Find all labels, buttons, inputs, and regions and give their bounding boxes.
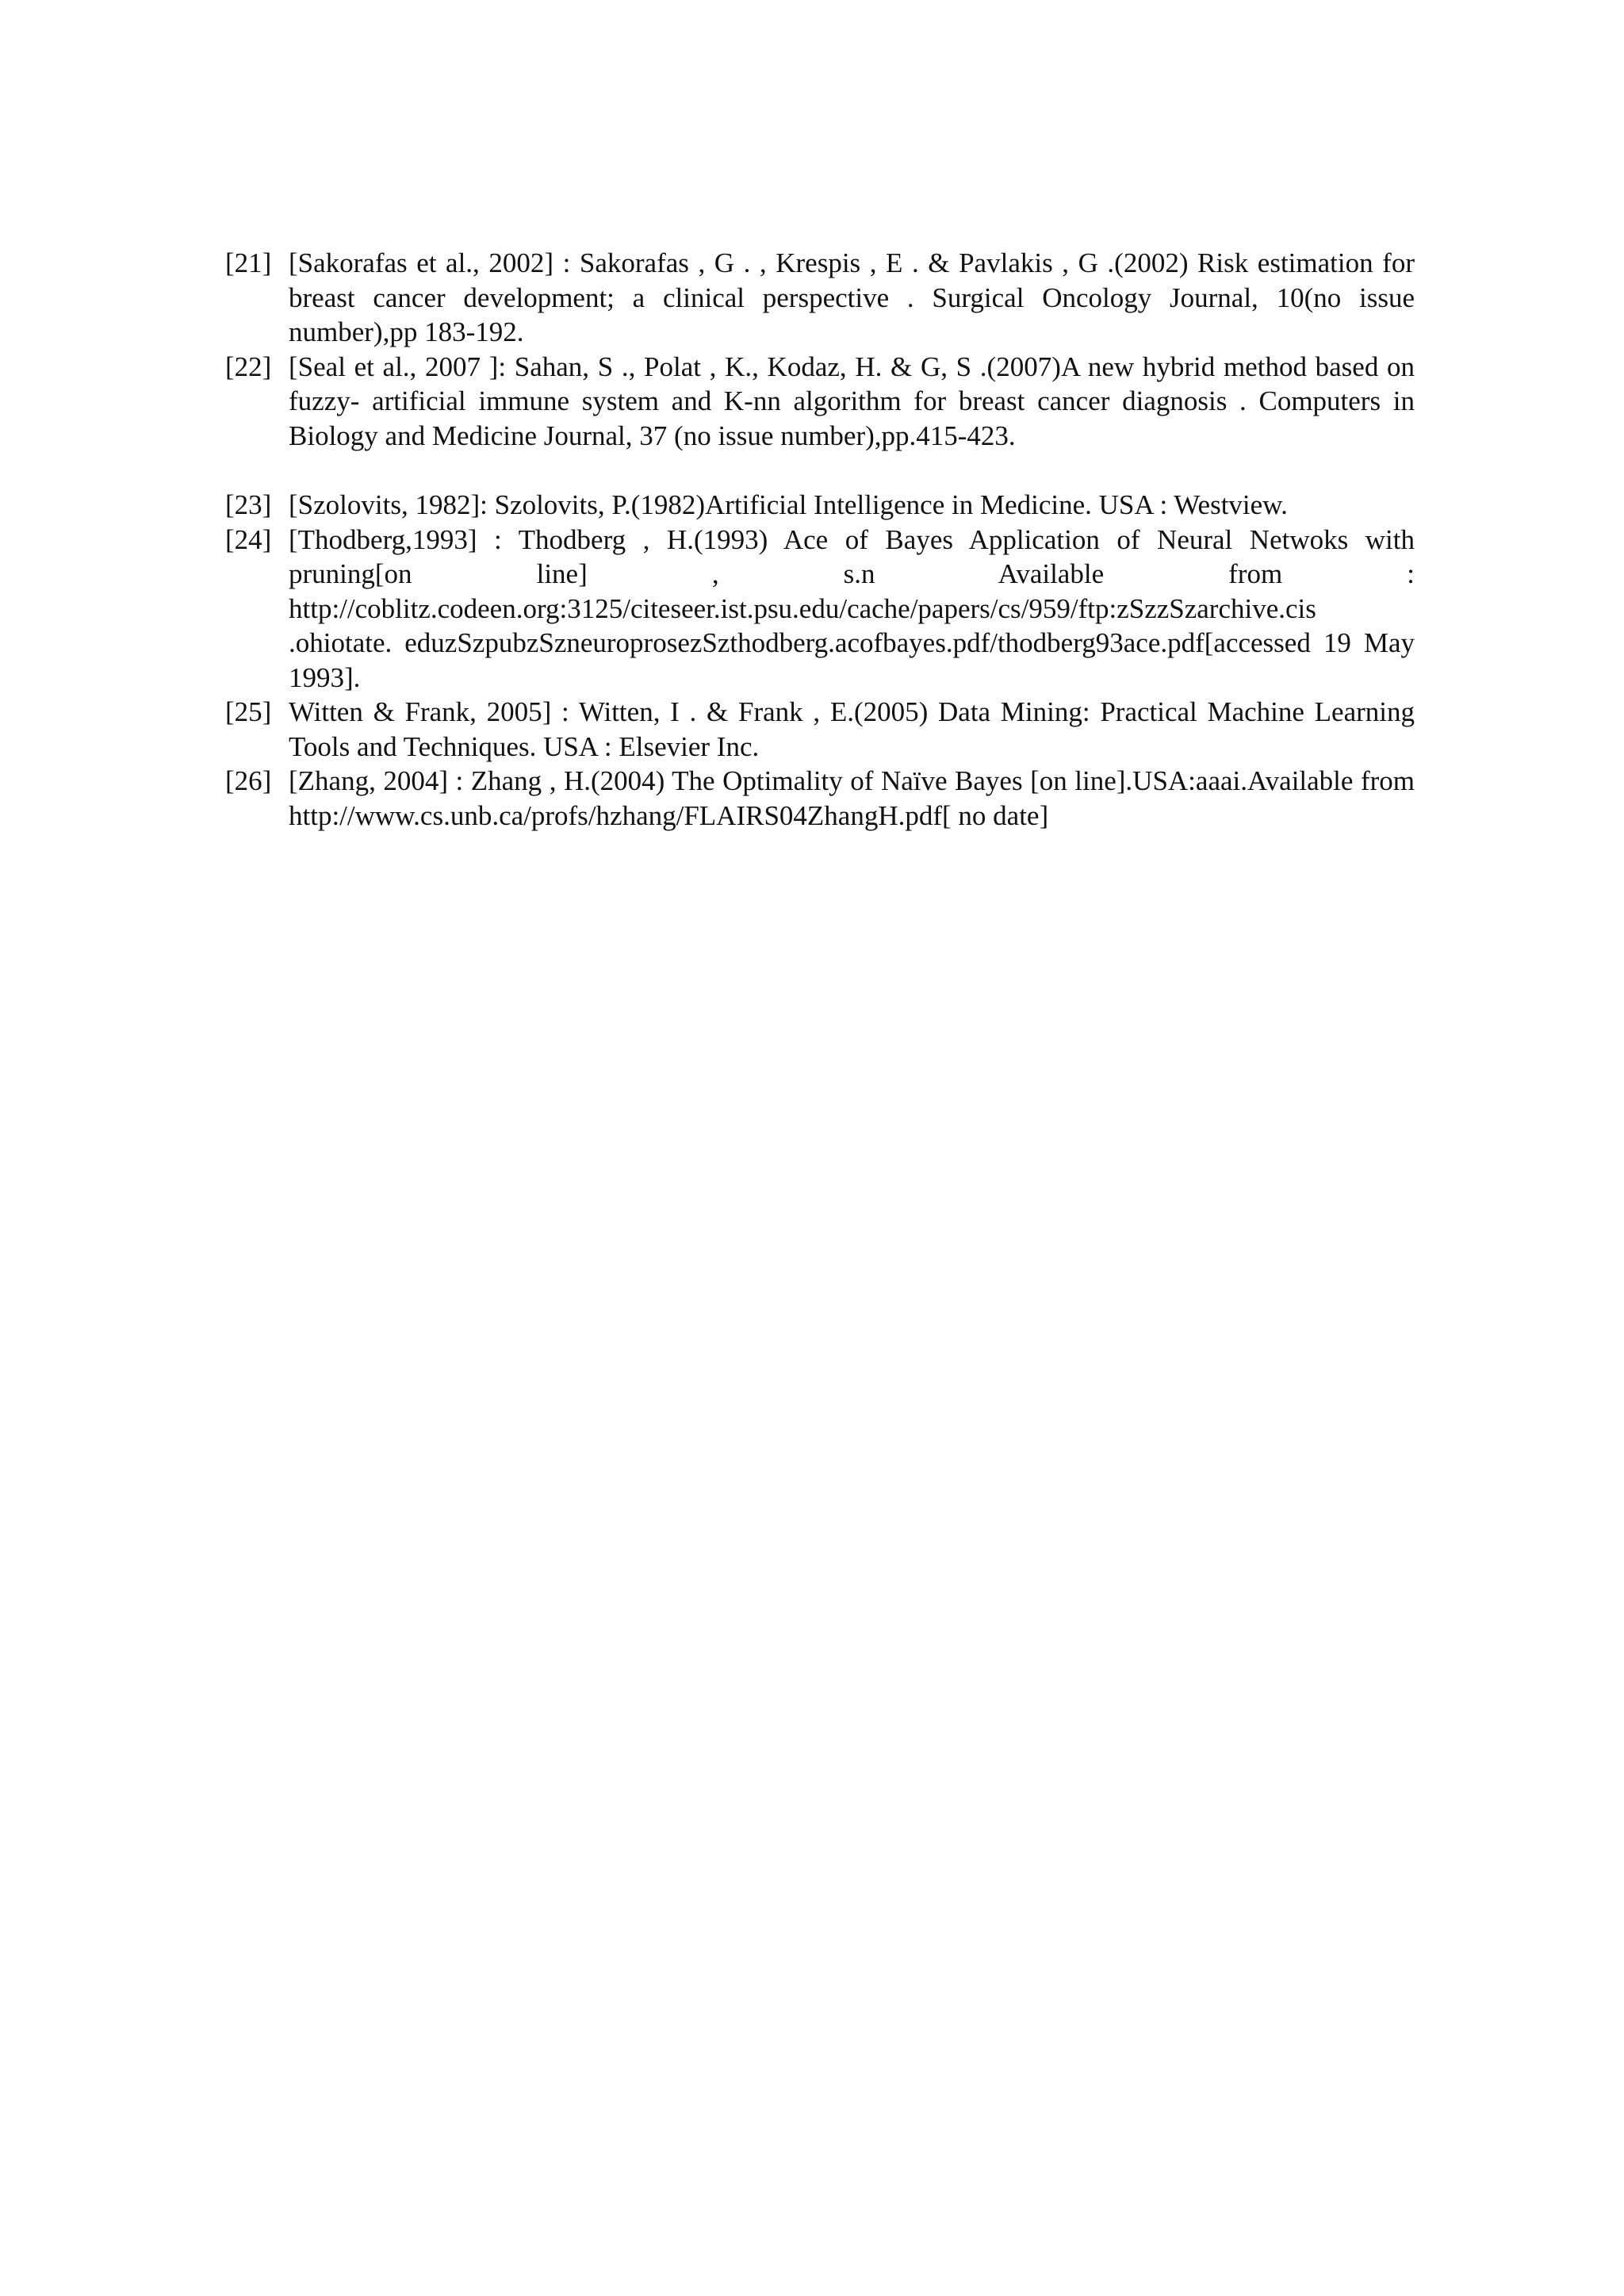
reference-list [225,246,1415,833]
reference-number: [21] [225,247,272,278]
reference-text: [Szolovits, 1982]: Szolovits, P.(1982)Artificial Intelligence in Medicine. USA : Westview. [289,489,1288,520]
reference-text: [Sakorafas et al., 2002] : Sakorafas , G . , Krespis , E . & Pavlakis , G .(2002) Risk estimation for breast cancer development; a clinical perspective . Surgical Oncology Journal, 10(no issue number),pp 183-192. [289,247,1415,347]
reference-item-22 [225,350,1415,454]
reference-text: [Seal et al., 2007 ]: Sahan, S ., Polat , K., Kodaz, H. & G, S .(2007)A new hybrid method based on fuzzy- artificial immune system and K-nn algorithm for breast cancer diagnosis . Computers in Biology and Medicine Journal, 37 (no issue number),pp.415-423. [289,351,1415,451]
reference-item-24 [225,523,1415,696]
reference-number: [25] [225,696,272,727]
reference-item-21 [225,246,1415,350]
reference-number: [22] [225,351,272,382]
reference-text: [Zhang, 2004] : Zhang , H.(2004) The Optimality of Naïve Bayes [on line].USA:aaai.Available from http://www.cs.unb.ca/profs/hzhang/FLAIRS04ZhangH.pdf[ no date] [289,765,1415,831]
reference-item-23 [225,488,1415,523]
reference-number: [23] [225,489,272,520]
reference-number: [24] [225,523,272,555]
reference-number: [26] [225,765,272,796]
reference-item-25 [225,695,1415,764]
reference-text: Witten & Frank, 2005] : Witten, I . & Frank , E.(2005) Data Mining: Practical Machine Learning Tools and Techniques. USA : Elsevier Inc. [289,696,1415,762]
reference-item-26 [225,764,1415,833]
reference-text: [Thodberg,1993] : Thodberg , H.(1993) Ace of Bayes Application of Neural Netwoks with pruning[on line] , s.n Available from : http://coblitz.codeen.org:3125/citeseer.ist.psu.edu/cache/papers/cs/959/ftp:zSzzSzarchive.cis .ohiotate. eduzSzpubzSzneuroprosezSzthodberg.acofbayes.pdf/thodberg93ace.pdf[accessed 19 May 1993]. [289,523,1415,693]
